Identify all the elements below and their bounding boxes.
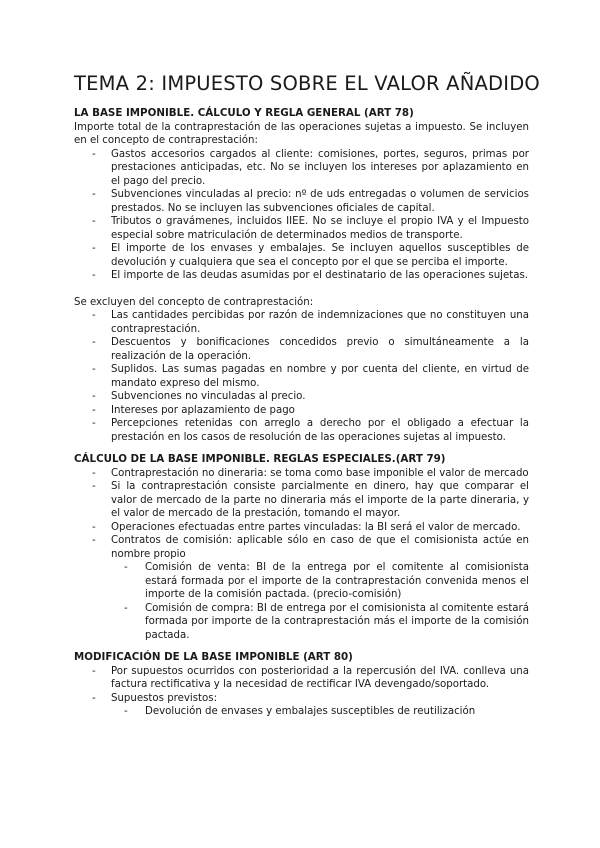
exclude-intro: Se excluyen del concepto de contraprestación: xyxy=(74,296,314,308)
list-item: - Intereses por aplazamiento de pago xyxy=(74,404,529,418)
list-item: - Descuentos y bonificaciones concedidos previo o simultáneamente a la realización de la operación. xyxy=(74,336,529,363)
included-items-list xyxy=(74,148,529,283)
section-heading-base-imponible: LA BASE IMPONIBLE. CÁLCULO Y REGLA GENERAL (ART 78) xyxy=(74,107,414,119)
list-item: - Por supuestos ocurridos con posterioridad a la repercusión del IVA. conlleva una factura rectificativa y la necesidad de rectificar IVA devengado/soportado. xyxy=(74,665,529,692)
list-item: - Suplidos. Las sumas pagadas en nombre y por cuenta del cliente, en virtud de mandato expreso del mismo. xyxy=(74,363,529,390)
list-item: - El importe de los envases y embalajes. Se incluyen aquellos susceptibles de devolución y cualquiera que sea el concepto por el que se perciba el importe. xyxy=(74,242,529,269)
list-item: - Contraprestación no dineraria: se toma como base imponible el valor de mercado xyxy=(74,467,529,481)
document-body xyxy=(74,107,529,719)
list-item: - Subvenciones no vinculadas al precio. xyxy=(74,390,529,404)
sub-list-item: - Devolución de envases y embalajes susceptibles de reutilización xyxy=(111,705,529,719)
sub-list-item: - Comisión de compra: BI de entrega por el comisionista al comitente estará formada por importe de la contraprestación más el importe de la comisión pactada. xyxy=(111,602,529,643)
list-item: - Percepciones retenidas con arreglo a derecho por el obligado a efectuar la prestación en los casos de resolución de las operaciones sujetas al impuesto. xyxy=(74,417,529,444)
spacer xyxy=(74,444,529,453)
sub-list-item: - Comisión de venta: BI de la entrega por el comitente al comisionista estará formada por el importe de la contraprestación convenida menos el importe de la comisión pactada. (precio-comisión) xyxy=(111,561,529,602)
section-heading-modificacion: MODIFICACIÓN DE LA BASE IMPONIBLE (ART 80) xyxy=(74,651,353,663)
list-item xyxy=(74,692,529,719)
list-item: - Operaciones efectuadas entre partes vinculadas: la BI será el valor de mercado. xyxy=(74,521,529,535)
spacer xyxy=(74,283,529,296)
list-item-text: Supuestos previstos: xyxy=(111,692,218,704)
section-intro: Importe total de la contraprestación de las operaciones sujetas a impuesto. Se incluyen en el concepto de contraprestación: xyxy=(74,121,529,146)
excluded-items-list xyxy=(74,309,529,444)
list-item: - Subvenciones vinculadas al precio: nº de uds entregadas o volumen de servicios prestados. No se incluyen las subvenciones oficiales de capital. xyxy=(74,188,529,215)
spacer xyxy=(74,642,529,651)
supuestos-sublist xyxy=(111,705,529,719)
modification-list xyxy=(74,665,529,719)
section-heading-reglas-especiales: CÁLCULO DE LA BASE IMPONIBLE. REGLAS ESPECIALES.(ART 79) xyxy=(74,453,446,465)
list-item: - Tributos o gravámenes, incluidos IIEE. No se incluye el propio IVA y el Impuesto especial sobre matriculación de determinados medios de transporte. xyxy=(74,215,529,242)
list-item: - Gastos accesorios cargados al cliente: comisiones, portes, seguros, primas por prestaciones anticipadas, etc. No se incluyen los intereses por aplazamiento en el pago del precio. xyxy=(74,148,529,189)
list-item: - Las cantidades percibidas por razón de indemnizaciones que no constituyen una contraprestación. xyxy=(74,309,529,336)
document-title: TEMA 2: IMPUESTO SOBRE EL VALOR AÑADIDO xyxy=(74,72,540,95)
list-item xyxy=(74,534,529,642)
commission-sublist xyxy=(111,561,529,642)
list-item: - El importe de las deudas asumidas por el destinatario de las operaciones sujetas. xyxy=(74,269,529,283)
special-rules-list xyxy=(74,467,529,643)
list-item: - Si la contraprestación consiste parcialmente en dinero, hay que comparar el valor de mercado de la parte no dineraria más el importe de la parte dineraria, y el valor de mercado de la prestación, tomando el mayor. xyxy=(74,480,529,521)
list-item-text: Contratos de comisión: aplicable sólo en caso de que el comisionista actúe en nombre propio xyxy=(111,535,529,560)
